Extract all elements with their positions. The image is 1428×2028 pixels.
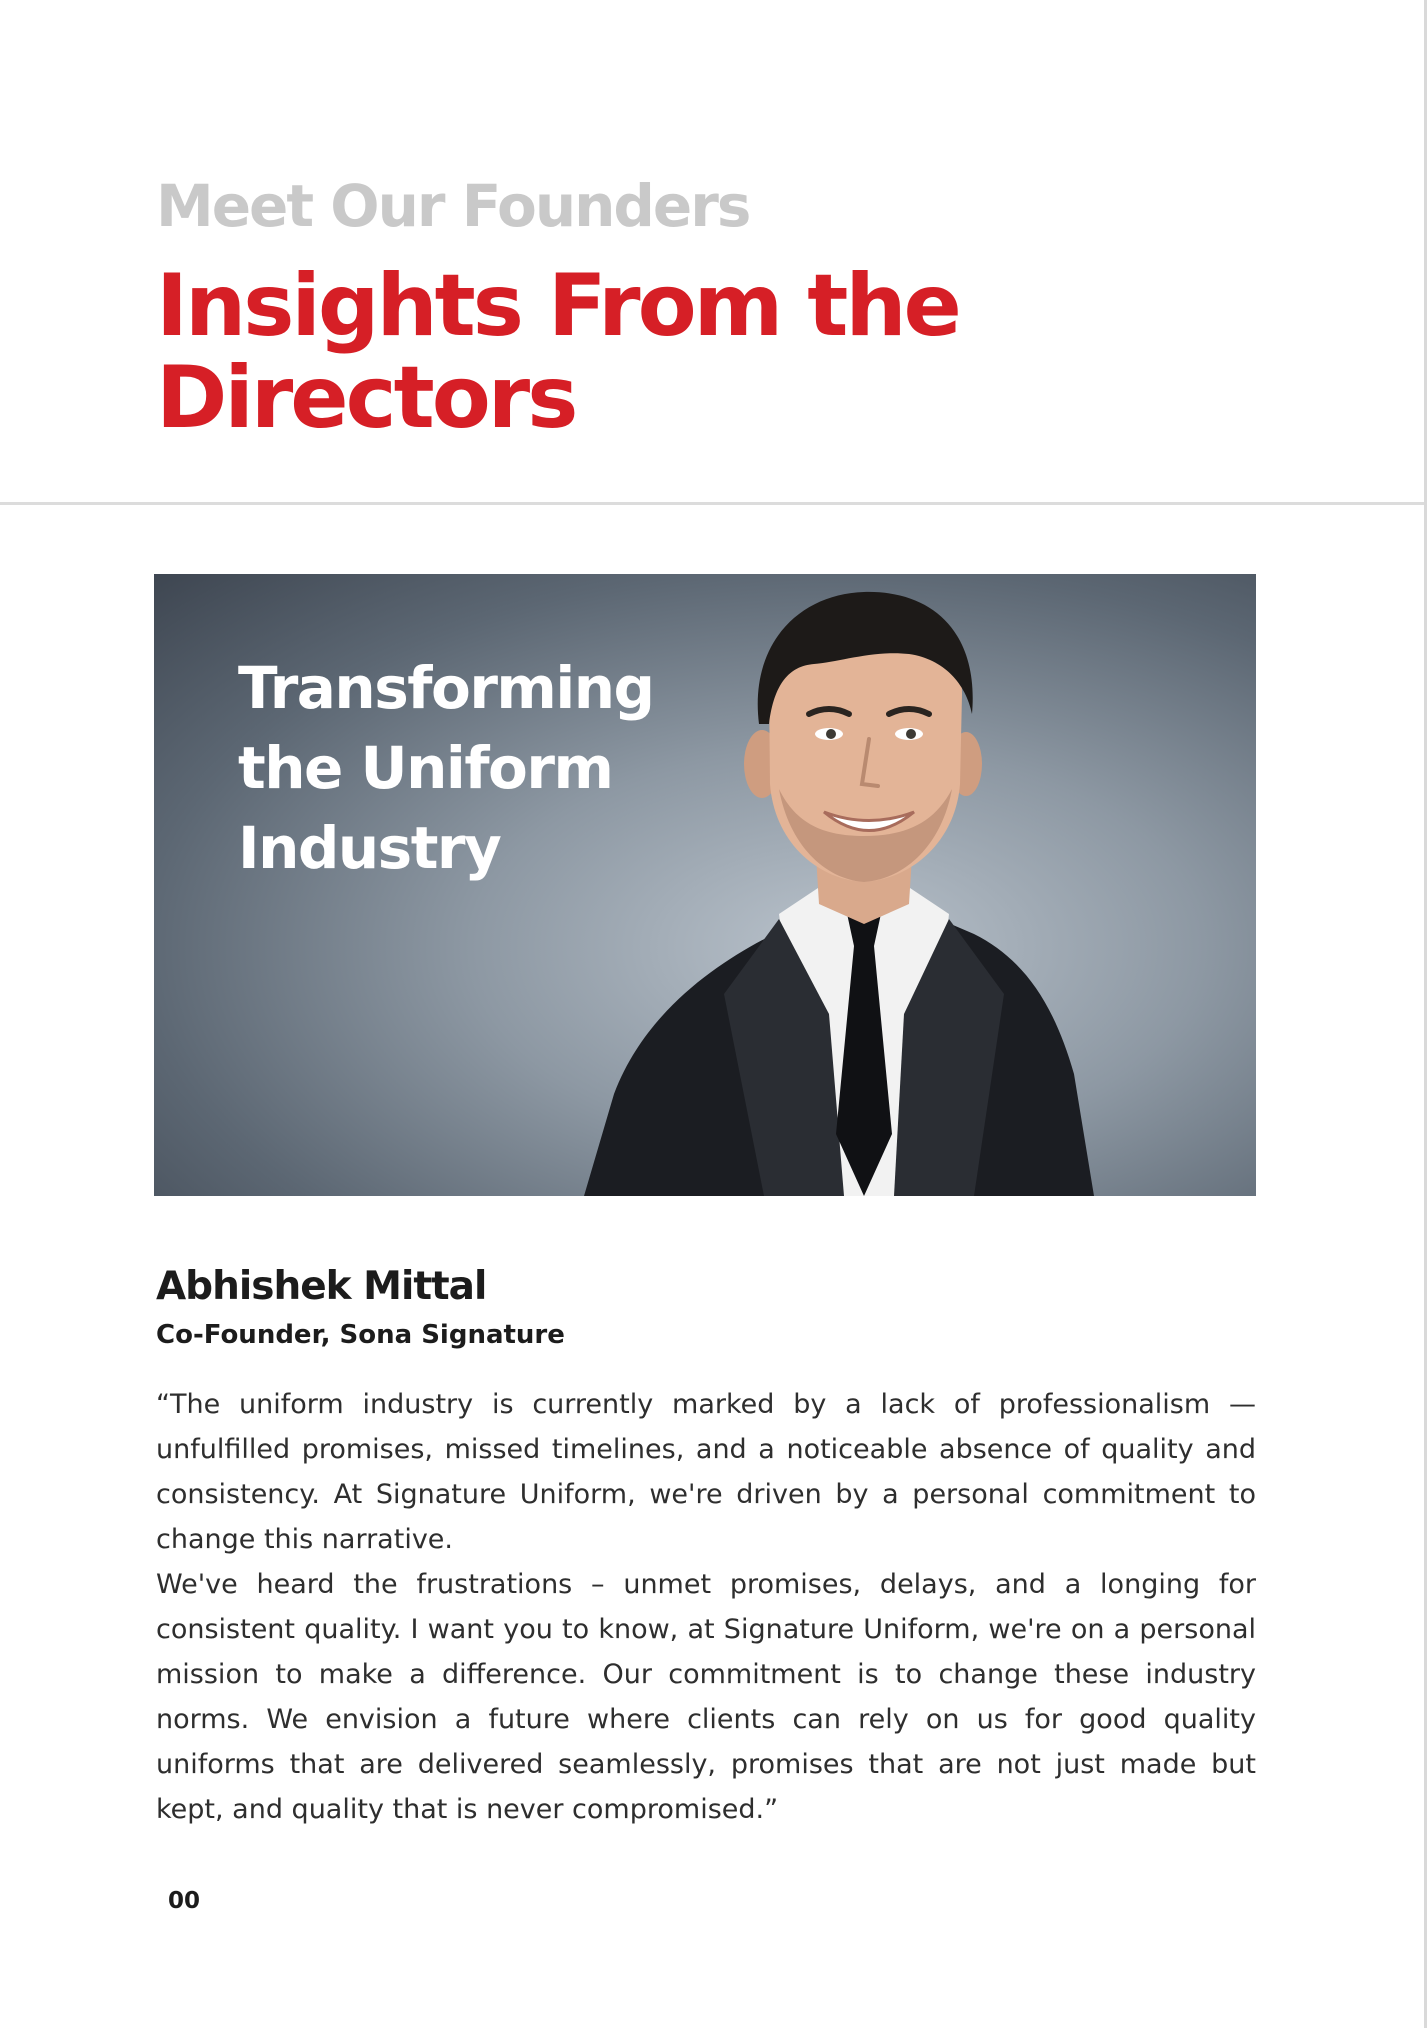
- page-title: Insights From the Directors: [156, 256, 959, 448]
- founder-role: Co-Founder, Sona Signature: [156, 1320, 565, 1350]
- hero-banner: [154, 574, 1256, 1196]
- page-edge-line: [1424, 0, 1427, 2028]
- founder-quote: [156, 1382, 1256, 1832]
- founder-portrait: [574, 574, 1134, 1196]
- header-divider: [0, 502, 1424, 505]
- section-eyebrow: Meet Our Founders: [156, 172, 750, 240]
- hero-title: Transforming the Uniform Industry: [238, 654, 654, 882]
- quote-paragraph: “The uniform industry is currently marked by a lack of professionalism — unfulfilled promises, missed timelines, and a noticeable absence of quality and consistency. At Signature Uniform, we're driven by a personal commitment to change this narrative.: [156, 1389, 1256, 1555]
- founder-name: Abhishek Mittal: [156, 1264, 487, 1309]
- quote-paragraph: We've heard the frustrations – unmet promises, delays, and a longing for consistent quality. I want you to know, at Signature Uniform, we're on a personal mission to make a difference. Our commitment is to change these industry norms. We envision a future where clients can rely on us for good quality uniforms that are delivered seamlessly, promises that are not just made but kept, and quality that is never compromised.”: [156, 1569, 1256, 1825]
- page-number: 00: [168, 1888, 201, 1914]
